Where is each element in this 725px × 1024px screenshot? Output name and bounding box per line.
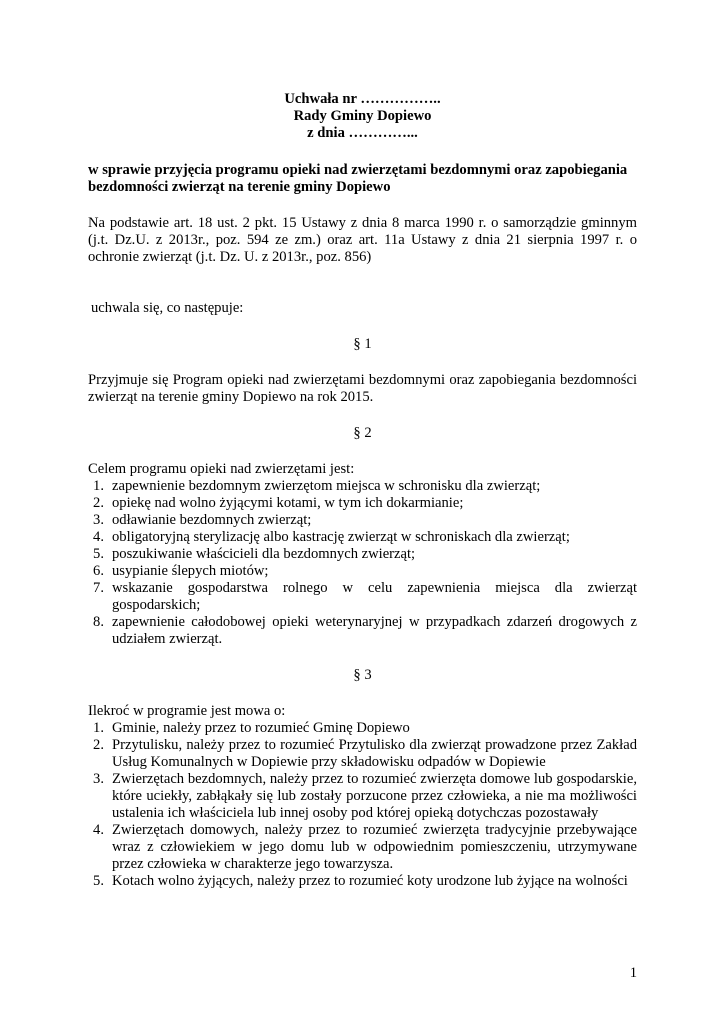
section-2-mark: § 2 <box>353 425 372 441</box>
section-1-mark: § 1 <box>353 336 372 352</box>
list-item: 2. opiekę nad wolno żyjącymi kotami, w tym ich dokarmianie; <box>93 495 464 511</box>
resolves-statement: uchwala się, co następuje: <box>91 300 244 316</box>
list-item: 3. odławianie bezdomnych zwierząt; <box>93 512 312 528</box>
section-1-text: Przyjmuje się Program opieki nad zwierzętami bezdomnymi oraz zapobiegania bezdomności zwierząt na terenie gminy Dopiewo na rok 2015. <box>88 372 637 405</box>
list-item: 5. Kotach wolno żyjących, należy przez to rozumieć koty urodzone lub żyjące na wolności <box>93 873 628 889</box>
list-item: 1. Gminie, należy przez to rozumieć Gminę Dopiewo <box>93 720 410 736</box>
list-item: 5. poszukiwanie właścicieli dla bezdomnych zwierząt; <box>93 546 416 562</box>
list-item: 3. Zwierzętach bezdomnych, należy przez to rozumieć zwierzęta domowe lub gospodarskie, które uciekły, zabłąkały się lub zostały porzucone przez człowieka, a nie ma możliwości ustalenia ich właściciela lub innej osoby pod której opieką dotychczas pozostawały <box>93 771 637 821</box>
list-item: 4. Zwierzętach domowych, należy przez to rozumieć zwierzęta tradycyjnie przebywające wraz z człowiekiem w jego domu lub w odpowiednim pomieszczeniu, utrzymywane przez człowieka w charakterze jego towarzysza. <box>93 822 637 872</box>
resolution-date: z dnia …………... <box>307 125 418 141</box>
list-item: 2. Przytulisku, należy przez to rozumieć Przytulisko dla zwierząt prowadzone przez Zakład Usług Komunalnych w Dopiewie przy składowisku odpadów w Dopiewie <box>93 737 637 770</box>
page-number: 1 <box>629 965 637 981</box>
list-item: 8. zapewnienie całodobowej opieki weterynaryjnej w przypadkach zdarzeń drogowych z udziałem zwierząt. <box>93 614 637 647</box>
document-page <box>88 91 637 890</box>
council-name: Rady Gminy Dopiewo <box>293 108 432 124</box>
section-3-list <box>88 720 637 890</box>
list-item: 4. obligatoryjną sterylizację albo kastrację zwierząt w schroniskach dla zwierząt; <box>93 529 570 545</box>
resolution-number: Uchwała nr …………….. <box>284 91 441 107</box>
list-item: 1. zapewnienie bezdomnym zwierzętom miejsca w schronisku dla zwierząt; <box>93 478 541 494</box>
list-item: 7. wskazanie gospodarstwa rolnego w celu zapewnienia miejsca dla zwierząt gospodarskich; <box>93 580 637 613</box>
legal-basis: Na podstawie art. 18 ust. 2 pkt. 15 Ustawy z dnia 8 marca 1990 r. o samorządzie gminnym (j.t. Dz.U. z 2013r., poz. 594 ze zm.) oraz art. 11a Ustawy z dnia 21 sierpnia 1997 r. o ochronie zwierząt (j.t. Dz. U. z 2013r., poz. 856) <box>88 215 637 265</box>
section-2-list <box>88 478 637 648</box>
resolution-heading <box>88 91 637 142</box>
section-2-intro: Celem programu opieki nad zwierzętami jest: <box>88 461 355 477</box>
resolution-subject: w sprawie przyjęcia programu opieki nad zwierzętami bezdomnymi oraz zapobiegania bezdomności zwierząt na terenie gminy Dopiewo <box>88 162 628 195</box>
list-item: 6. usypianie ślepych miotów; <box>93 563 269 579</box>
section-3-mark: § 3 <box>353 667 372 683</box>
section-3-intro: Ilekroć w programie jest mowa o: <box>88 703 286 719</box>
